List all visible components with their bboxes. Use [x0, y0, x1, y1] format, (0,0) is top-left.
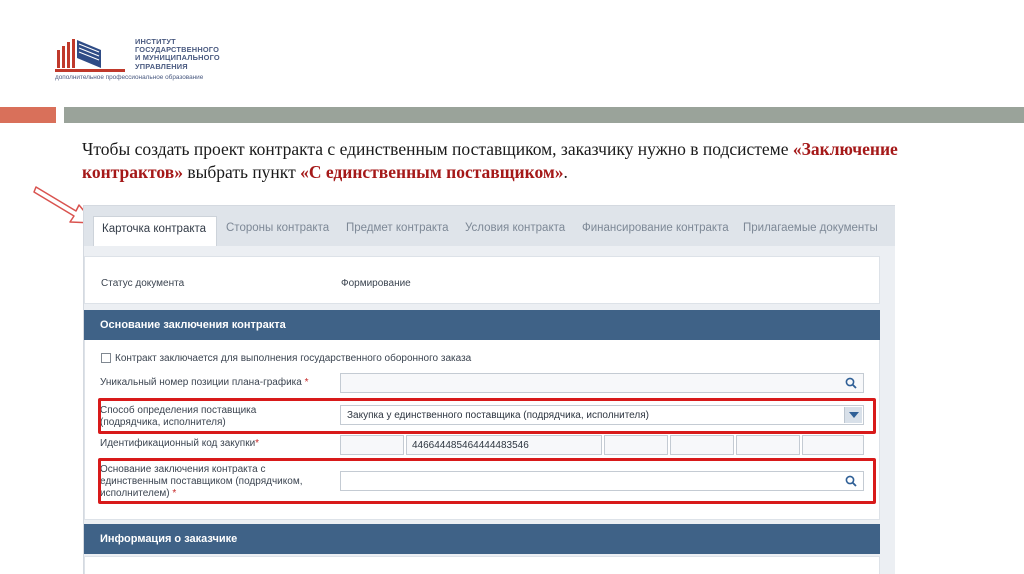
plan-position-label: [100, 377, 309, 388]
instruction-part: Чтобы создать проект контракта с единственным поставщиком, заказчику нужно в подсистеме: [82, 139, 793, 159]
purchase-code-value: 446644485464444483546: [412, 440, 529, 451]
purchase-code-part-2[interactable]: [406, 435, 602, 455]
plan-position-input[interactable]: [340, 373, 864, 393]
purchase-code-part-5[interactable]: [736, 435, 800, 455]
supplier-method-label-line: (подрядчика, исполнителя): [100, 417, 226, 428]
tab-contract-card[interactable]: Карточка контракта: [93, 216, 217, 246]
purchase-code-part-3[interactable]: [604, 435, 668, 455]
instruction-highlight: «Заключение контрактов»: [82, 139, 898, 182]
logo-text: [135, 38, 220, 71]
defense-order-checkbox[interactable]: [101, 353, 111, 363]
section-header-contract-basis: Основание заключения контракта: [84, 310, 880, 340]
search-icon: [845, 377, 857, 389]
purchase-code-part-6[interactable]: [802, 435, 864, 455]
tab-contract-subject[interactable]: Предмет контракта: [346, 222, 449, 234]
purchase-code-part-1[interactable]: [340, 435, 404, 455]
required-mark: *: [304, 377, 309, 388]
header-divider: [64, 107, 1024, 123]
plan-position-search-button[interactable]: [841, 374, 861, 392]
logo-subtitle: дополнительное профессиональное образование: [55, 74, 204, 81]
header-divider-accent: [0, 107, 56, 123]
logo-line: ГОСУДАРСТВЕННОГО: [135, 45, 220, 55]
tab-contract-parties[interactable]: Стороны контракта: [226, 222, 330, 234]
status-panel: [84, 256, 880, 304]
instruction-text: [82, 138, 962, 184]
required-mark: *: [172, 488, 177, 499]
defense-order-label: Контракт заключается для выполнения государственного оборонного заказа: [115, 353, 472, 364]
institute-logo: [55, 36, 255, 86]
supplier-method-label-line: Способ определения поставщика: [100, 405, 257, 416]
instruction-highlight: «С единственным поставщиком»: [300, 162, 564, 182]
tab-attached-documents[interactable]: Прилагаемые документы: [743, 222, 878, 234]
tab-contract-terms[interactable]: Условия контракта: [465, 222, 566, 234]
purchase-code-part-4[interactable]: [670, 435, 734, 455]
tab-contract-financing[interactable]: Финансирование контракта: [582, 222, 729, 234]
highlight-contract-basis: [98, 458, 876, 504]
plan-position-label-text: Уникальный номер позиции плана-графика: [100, 377, 302, 388]
logo-line: УПРАВЛЕНИЯ: [135, 61, 188, 71]
purchase-code-label: [100, 438, 259, 449]
supplier-method-value: Закупка у единственного поставщика (подрядчика, исполнителя): [347, 410, 649, 421]
logo-mark-icon: [55, 36, 127, 76]
logo-line: ИНСТИТУТ: [135, 37, 176, 46]
section-header-customer-info: Информация о заказчике: [84, 524, 880, 554]
highlight-supplier-method: [98, 398, 876, 434]
required-mark: *: [255, 438, 260, 449]
logo-line: И МУНИЦИПАЛЬНОГО: [135, 53, 220, 63]
tab-bar: [84, 206, 895, 246]
purchase-code-label-text: Идентификационный код закупки: [100, 438, 256, 449]
instruction-part: выбрать пункт: [182, 162, 301, 182]
status-value: Формирование: [341, 278, 411, 289]
contract-card-screenshot: [83, 205, 895, 574]
contract-basis-label-line: исполнителем): [100, 488, 170, 499]
contract-basis-label-line: единственным поставщиком (подрядчиком,: [100, 476, 303, 487]
instruction-part: .: [563, 162, 568, 182]
status-label: Статус документа: [101, 278, 185, 289]
customer-info-panel: [84, 556, 880, 574]
contract-basis-label-line: Основание заключения контракта с: [100, 464, 266, 475]
